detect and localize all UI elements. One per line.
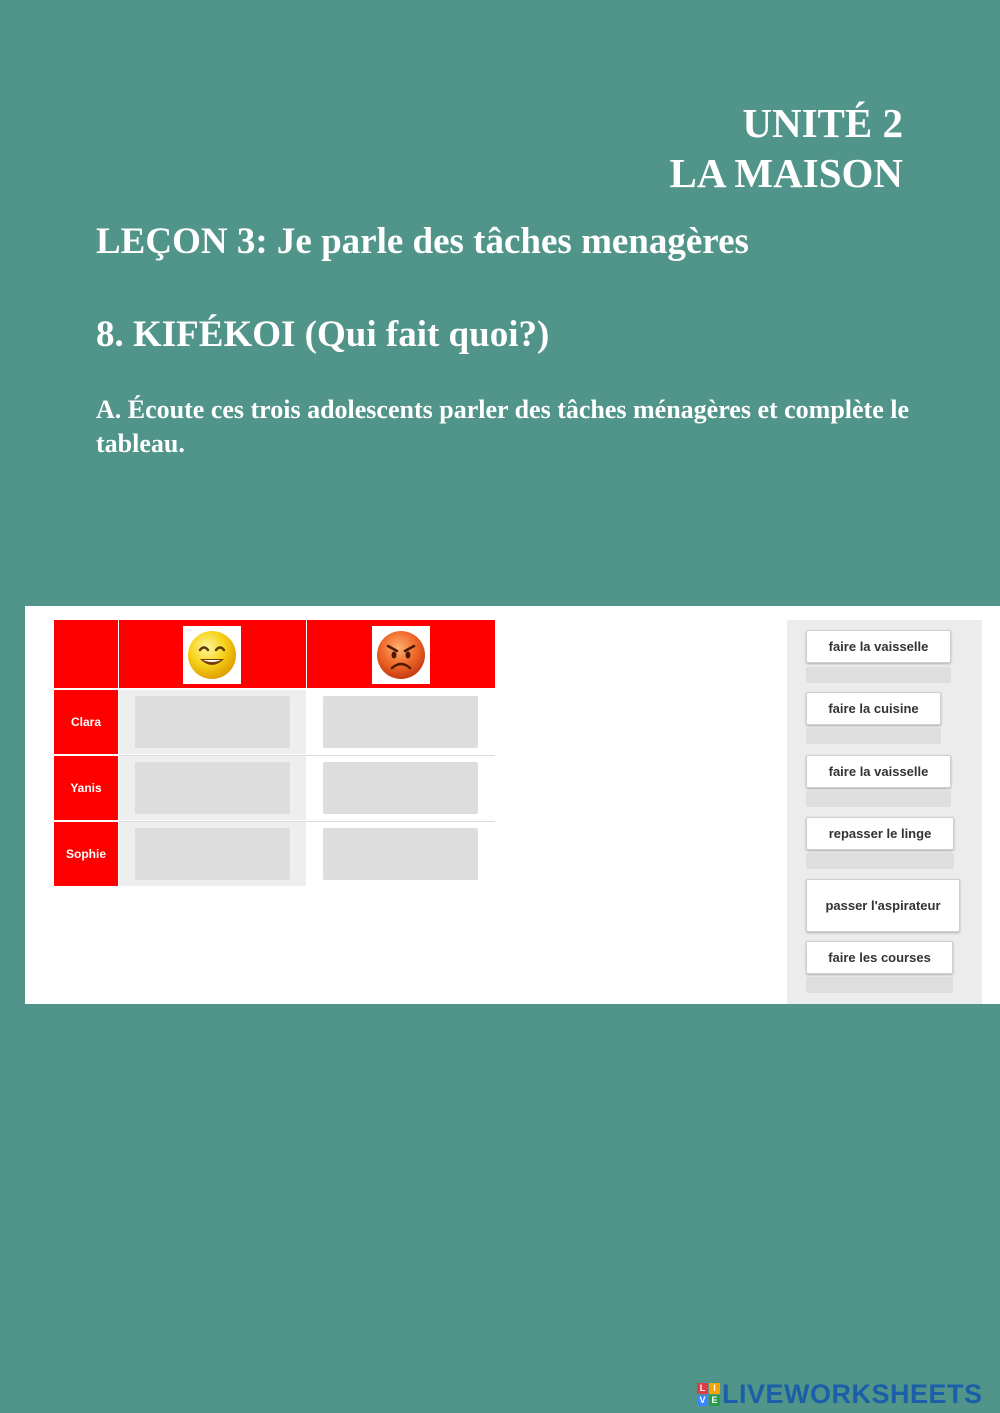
logo-letter: E [709, 1395, 720, 1406]
drop-zone-yanis-dislike[interactable] [323, 762, 478, 814]
word-chip[interactable]: faire la vaisselle [806, 755, 951, 788]
row-name-sophie: Sophie [54, 822, 118, 886]
lesson-title: LEÇON 3: Je parle des tâches menagères [96, 221, 749, 262]
column-header-like [119, 620, 306, 688]
unit-number: UNITÉ 2 [742, 100, 903, 146]
cell-sophie-dislike [307, 822, 495, 886]
cell-yanis-like [119, 756, 306, 820]
cell-clara-like [119, 690, 306, 754]
exercise-title: 8. KIFÉKOI (Qui fait quoi?) [96, 314, 550, 355]
word-bank [787, 620, 982, 1004]
cell-sophie-like [119, 822, 306, 886]
liveworksheets-logo [697, 1379, 983, 1410]
chip-slot [806, 728, 941, 744]
logo-letter: L [697, 1383, 708, 1394]
worksheet-panel [25, 606, 1000, 1004]
cell-yanis-dislike [307, 756, 495, 820]
drop-zone-yanis-like[interactable] [135, 762, 290, 814]
drop-zone-clara-dislike[interactable] [323, 696, 478, 748]
chip-slot [806, 791, 951, 807]
logo-letter: V [697, 1395, 708, 1406]
logo-letter: I [709, 1383, 720, 1394]
drop-zone-sophie-like[interactable] [135, 828, 290, 880]
word-chip[interactable]: repasser le linge [806, 817, 954, 850]
word-chip[interactable]: faire la vaisselle [806, 630, 951, 663]
drop-zone-clara-like[interactable] [135, 696, 290, 748]
logo-mark-icon [697, 1383, 720, 1406]
chip-slot [806, 853, 954, 869]
instruction-text: A. Écoute ces trois adolescents parler des tâches ménagères et complète le tableau. [96, 395, 910, 458]
table-corner-cell [54, 620, 118, 688]
word-chip[interactable]: passer l'aspirateur [806, 879, 960, 932]
unit-heading [669, 98, 903, 198]
row-name-clara: Clara [54, 690, 118, 754]
unit-theme: LA MAISON [669, 150, 903, 196]
word-chip[interactable]: faire les courses [806, 941, 953, 974]
column-header-dislike [307, 620, 495, 688]
row-name-yanis: Yanis [54, 756, 118, 820]
angry-face-icon [372, 626, 430, 684]
word-chip[interactable]: faire la cuisine [806, 692, 941, 725]
drop-zone-sophie-dislike[interactable] [323, 828, 478, 880]
chip-slot [806, 667, 951, 683]
smiling-face-icon [183, 626, 241, 684]
logo-text: LIVEWORKSHEETS [722, 1379, 983, 1409]
chip-slot [806, 977, 953, 993]
cell-clara-dislike [307, 690, 495, 754]
